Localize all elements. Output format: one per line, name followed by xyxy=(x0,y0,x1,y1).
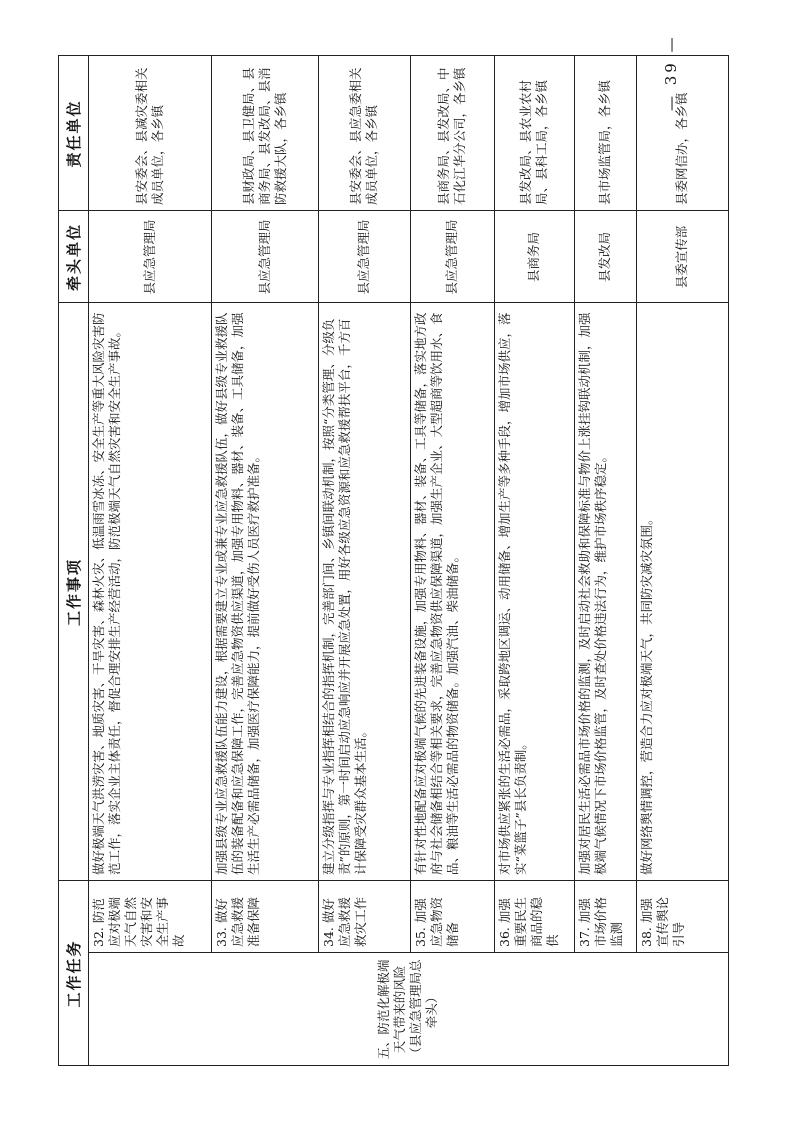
lead-unit-cell: 县应急管理局 xyxy=(444,219,459,295)
table-border-left xyxy=(58,1065,728,1066)
responsible-unit-cell: 县市场监管局，各乡镇 xyxy=(597,79,612,205)
lead-unit-cell: 县应急管理局 xyxy=(141,219,157,295)
header-responsible-unit: 责任单位 xyxy=(64,99,83,168)
items-cell: 建立分级指挥与专业指挥相结合的指挥机制，完善部门间、乡镇间联动机制，按照“分类管理、分级负责”的原则，第一时间启动应急响应并开展应急处置，用好各级应急资源和应急救援帮扶平台，千方百计保障受灾群众基本生活。 xyxy=(321,318,368,875)
items-cell: 做好网络舆情调控，营造合力应对极端天气，共同防灾减灾氛围。 xyxy=(639,512,654,875)
page-number: — 39 — xyxy=(662,34,680,111)
task-cell: 34. 做好应急救援救灾工作 xyxy=(321,896,368,947)
task-cell: 33. 做好应急救援准备保障 xyxy=(214,896,261,947)
items-cell: 做好极端天气洪涝灾害、地质灾害、干旱灾害、森林火灾、低温雨雪冰冻、安全生产等重大风险灾害防范工作，落实企业主体责任，督促合理安排生产经营活动，防范极端天气自然灾害和安全生产事故。 xyxy=(91,312,122,875)
col-divider xyxy=(58,880,728,881)
category-cell: 五、防范化解极端天气带来的风险（县应急管理局总牵头） xyxy=(376,959,439,1060)
task-cell: 38. 加强宣传舆论引导 xyxy=(639,896,686,947)
task-cell: 37. 加强市场价格监测 xyxy=(577,896,624,947)
row-divider xyxy=(410,56,411,953)
responsible-unit-cell: 县委网信办，各乡镇 xyxy=(674,92,689,205)
header-lead-unit: 牵头单位 xyxy=(64,223,83,292)
table-border-bottom xyxy=(728,55,729,1066)
row-divider xyxy=(574,56,575,953)
task-cell: 36. 加强重要民生商品的稳供 xyxy=(497,896,560,947)
items-cell: 有针对性地配备应对极端气候的先进装备设施，加强专用物料、器材、装备、工具等储备，落实地方政府与社会储备相结合等相关要求，完善应急物资供应保障渠道，加强生产企业、大型超商等饮用水、食品、粮油等生活必需品的物资储备。加强汽油、柴油储备。 xyxy=(413,312,460,875)
lead-unit-cell: 县商务局 xyxy=(526,232,541,283)
lead-unit-cell: 县应急管理局 xyxy=(356,219,371,295)
responsible-unit-cell: 县发改局、县农业农村局、县科工局，各乡镇 xyxy=(518,79,549,205)
col-divider xyxy=(58,302,728,303)
lead-unit-cell: 县应急管理局 xyxy=(256,219,272,295)
task-cell: 35. 加强应急物资储备 xyxy=(413,896,460,947)
col-divider xyxy=(58,210,728,211)
items-cell: 加强对居民生活必需品市场价格的监测，及时启动社会救助和保障标准与物价上涨挂钩联动机制，加强极端气候情况下市场价格监管，及时查处价格违法行为，维护市场秩序稳定。 xyxy=(577,312,608,875)
items-cell: 加强县级专业应急救援队伍能力建设，根据需要建立专业或兼专业应急救援队伍，做好县级专业救援队伍的装备配备和应急保障工作，完善应急物资供应渠道，加强专用物料、器材、装备、工具储备，加强生活生产必需品储备，加强医疗保障能力，提前做好受伤人员医疗救护准备。 xyxy=(214,312,261,875)
row-divider xyxy=(494,56,495,953)
col-divider xyxy=(88,952,728,953)
table-border-top xyxy=(58,56,59,1066)
items-cell: 对市场供应紧张的生活必需品，采取跨地区调运、动用储备、增加生产等多种手段，增加市场供应，落实“菜篮子”县长负责制。 xyxy=(497,312,528,875)
responsible-unit-cell: 县商务局、县发改局、中石化江华分公司，各乡镇 xyxy=(436,67,467,205)
header-work-task: 工作任务 xyxy=(64,939,83,1008)
row-divider xyxy=(636,56,637,953)
header-work-items: 工作事项 xyxy=(64,558,83,627)
responsible-unit-cell: 县财政局、县卫健局、县商务局、县发改局、县消防救援大队，各乡镇 xyxy=(240,67,288,205)
task-cell: 32. 防范应对极端天气自然灾害和安全生产事故 xyxy=(91,896,186,947)
responsible-unit-cell: 县安委会、县应急委相关成员单位，各乡镇 xyxy=(348,67,379,205)
header-divider xyxy=(88,56,89,1066)
table-border-right xyxy=(58,55,728,56)
lead-unit-cell: 县委宣传部 xyxy=(674,225,689,289)
row-divider xyxy=(318,56,319,953)
lead-unit-cell: 县发改局 xyxy=(597,232,612,283)
responsible-unit-cell: 县安委会、县减灾委相关成员单位，各乡镇 xyxy=(133,67,165,205)
row-divider xyxy=(211,56,212,953)
